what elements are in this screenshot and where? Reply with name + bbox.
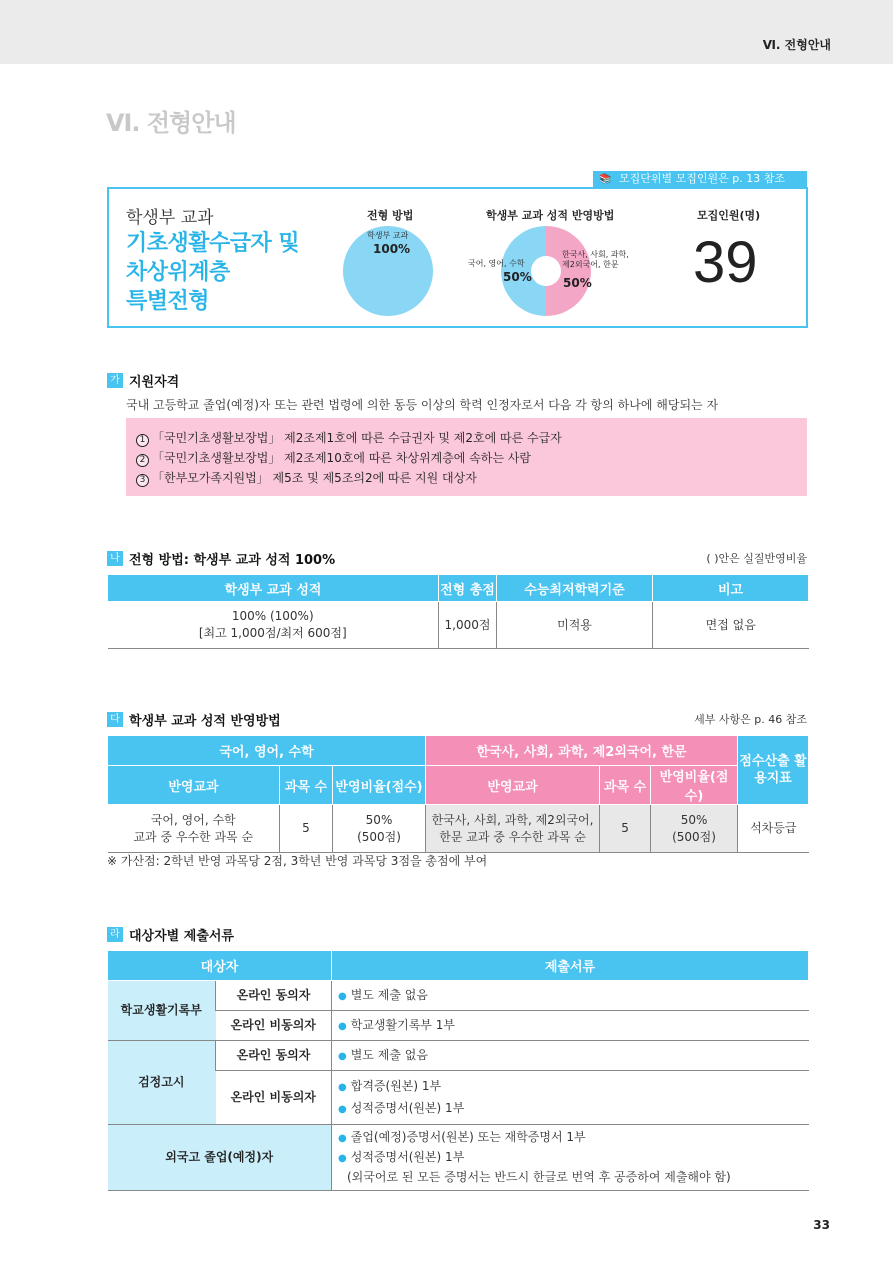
summary-title-line: 특별전형 <box>126 289 210 314</box>
table-cell <box>333 805 426 853</box>
table-cell: 5 <box>600 805 651 853</box>
table-cell <box>108 805 280 853</box>
document-item: 학교생활기록부 1부 <box>350 1017 455 1032</box>
ratio-pie-right-label-line: 제2외국어, 한문 <box>562 260 619 269</box>
section-badge: 다 <box>107 712 123 727</box>
column-header: 반영비율(점수) <box>333 766 426 805</box>
table-row <box>108 805 809 853</box>
column-header: 대상자 <box>108 951 332 981</box>
method-pie-label: 학생부 교과 <box>367 231 409 240</box>
table-header-row <box>108 736 809 766</box>
column-header: 학생부 교과 성적 <box>108 575 439 602</box>
column-header: 수능최저학력기준 <box>497 575 653 602</box>
document-line <box>338 1128 809 1148</box>
section-title: 대상자별 제출서류 <box>129 929 234 944</box>
pie-hole <box>531 256 561 286</box>
table-header-row <box>108 575 809 602</box>
column-header: 반영교과 <box>108 766 280 805</box>
page-title: Ⅵ. 전형안내 <box>106 109 236 137</box>
book-icon: 📚 <box>599 174 612 185</box>
documents-cell <box>332 1041 809 1071</box>
cell-line: 100% (100%) <box>231 609 314 623</box>
document-item: 별도 제출 없음 <box>350 987 428 1002</box>
section-method-heading <box>107 549 335 568</box>
list-item <box>136 468 807 488</box>
number-badge: 1 <box>136 434 149 447</box>
group-header: 국어, 영어, 수학 <box>108 736 426 766</box>
footnote: ※ 가산점: 2학년 반영 과목당 2점, 3학년 반영 과목당 3점을 총점에 부여 <box>107 854 488 868</box>
list-item <box>136 428 807 448</box>
table-cell: 5 <box>280 805 333 853</box>
ratio-table <box>107 735 809 853</box>
recruit-count: 39 <box>693 230 758 295</box>
document-item: 별도 제출 없음 <box>350 1047 428 1062</box>
document-item: 성적증명서(원본) 1부 <box>350 1150 465 1164</box>
cell-line: 국어, 영어, 수학 <box>150 812 236 827</box>
consent-type: 온라인 동의자 <box>216 1041 332 1071</box>
document-item: 성적증명서(원본) 1부 <box>350 1100 465 1115</box>
column-header: 반영교과 <box>426 766 600 805</box>
group-header: 한국사, 사회, 과학, 제2외국어, 한문 <box>426 736 738 766</box>
count-heading: 모집인원(명) <box>697 209 761 222</box>
target-category: 외국고 졸업(예정)자 <box>108 1125 332 1191</box>
document-line <box>338 1076 809 1098</box>
table-cell <box>108 602 439 649</box>
cell-line: 한문 교과 중 우수한 과목 순 <box>439 829 586 844</box>
documents-cell <box>332 981 809 1011</box>
table-cell: 석차등급 <box>738 805 809 853</box>
number-badge: 3 <box>136 474 149 487</box>
table-cell: 1,000점 <box>439 602 497 649</box>
documents-cell <box>332 1071 809 1125</box>
cell-line: 50% <box>365 812 393 827</box>
summary-box <box>107 187 808 328</box>
ratio-pie-right-percent: 50% <box>563 276 592 290</box>
table-row <box>108 1041 809 1071</box>
column-header: 비고 <box>653 575 809 602</box>
column-header: 반영비율(점수) <box>651 766 738 805</box>
eligibility-description: 국내 고등학교 졸업(예정)자 또는 관련 법령에 의한 동등 이상의 학력 인정자로서 다음 각 항의 하나에 해당되는 자 <box>126 398 719 412</box>
running-header: Ⅵ. 전형안내 <box>762 38 831 52</box>
section-title: 학생부 교과 성적 반영방법 <box>129 714 281 729</box>
documents-cell <box>332 1011 809 1041</box>
cell-line: 교과 중 우수한 과목 순 <box>133 829 254 844</box>
summary-title <box>126 229 299 316</box>
cell-line: (500점) <box>672 829 716 844</box>
group-header: 점수산출 활용지표 <box>738 736 809 805</box>
section-note: ( )안은 실질반영비율 <box>706 552 807 565</box>
target-category: 검정고시 <box>108 1041 216 1125</box>
table-cell <box>426 805 600 853</box>
bullet-icon: ● <box>338 1081 347 1093</box>
documents-table <box>107 950 809 1191</box>
cell-line: (500점) <box>357 829 401 844</box>
column-header: 과목 수 <box>600 766 651 805</box>
table-row <box>108 981 809 1011</box>
reference-tag <box>593 171 807 187</box>
section-eligibility-heading <box>107 371 179 390</box>
table-subheader-row <box>108 766 809 805</box>
document-item: 졸업(예정)증명서(원본) 또는 재학증명서 1부 <box>350 1130 586 1144</box>
ratio-pie-left-percent: 50% <box>503 270 532 284</box>
bullet-icon: ● <box>338 1050 347 1062</box>
column-header: 전형 총점 <box>439 575 497 602</box>
ratio-pie-right-label-line: 한국사, 사회, 과학, <box>562 250 629 259</box>
bullet-icon: ● <box>338 1153 347 1164</box>
column-header: 제출서류 <box>332 951 809 981</box>
cell-line: 50% <box>680 812 708 827</box>
table-row <box>108 602 809 649</box>
document-line <box>338 1148 809 1168</box>
consent-type: 온라인 비동의자 <box>216 1011 332 1041</box>
section-documents-heading <box>107 925 234 944</box>
section-note: 세부 사항은 p. 46 참조 <box>694 713 807 726</box>
ratio-pie-left-label: 국어, 영어, 수학 <box>468 259 525 268</box>
page-number: 33 <box>813 1218 830 1232</box>
ratio-heading: 학생부 교과 성적 반영방법 <box>486 209 615 222</box>
reference-text: 모집단위별 모집인원은 p. 13 참조 <box>619 172 785 185</box>
top-header-bar <box>0 0 893 64</box>
section-title: 전형 방법: 학생부 교과 성적 100% <box>129 553 336 568</box>
number-badge: 2 <box>136 454 149 467</box>
ratio-pie-right-label <box>562 250 629 270</box>
section-badge: 나 <box>107 551 123 566</box>
cell-line: 한국사, 사회, 과학, 제2외국어, <box>431 812 594 827</box>
bullet-icon: ● <box>338 990 347 1002</box>
table-cell: 미적용 <box>497 602 653 649</box>
section-ratio-heading <box>107 710 281 729</box>
section-badge: 가 <box>107 373 123 388</box>
list-item-text: 「국민기초생활보장법」 제2조제1호에 따른 수급권자 및 제2호에 따른 수급자 <box>152 431 562 445</box>
bullet-icon: ● <box>338 1133 347 1144</box>
document-item: 합격증(원본) 1부 <box>350 1078 442 1093</box>
cell-line: [최고 1,000점/최저 600점] <box>198 626 347 640</box>
table-cell: 면접 없음 <box>653 602 809 649</box>
method-heading: 전형 방법 <box>367 209 414 222</box>
method-pie-percent: 100% <box>373 242 411 256</box>
eligibility-list <box>126 418 807 496</box>
consent-type: 온라인 비동의자 <box>216 1071 332 1125</box>
document-line: (외국어로 된 모든 증명서는 반드시 한글로 번역 후 공증하여 제출해야 함) <box>347 1170 731 1184</box>
summary-subtitle: 학생부 교과 <box>126 208 214 228</box>
section-badge: 라 <box>107 927 123 942</box>
summary-title-line: 기초생활수급자 및 <box>126 231 300 256</box>
bullet-icon: ● <box>338 1020 347 1032</box>
documents-cell <box>332 1125 809 1191</box>
list-item-text: 「국민기초생활보장법」 제2조제10호에 따른 차상위계층에 속하는 사람 <box>152 451 531 465</box>
list-item <box>136 448 807 468</box>
summary-title-line: 차상위계층 <box>126 260 230 285</box>
table-header-row <box>108 951 809 981</box>
section-title: 지원자격 <box>129 375 180 390</box>
consent-type: 온라인 동의자 <box>216 981 332 1011</box>
table-row <box>108 1125 809 1191</box>
target-category: 학교생활기록부 <box>108 981 216 1041</box>
list-item-text: 「한부모가족지원법」 제5조 및 제5조의2에 따른 지원 대상자 <box>152 471 477 485</box>
table-cell <box>651 805 738 853</box>
document-line <box>338 1098 809 1120</box>
column-header: 과목 수 <box>280 766 333 805</box>
method-table <box>107 574 809 649</box>
bullet-icon: ● <box>338 1103 347 1115</box>
